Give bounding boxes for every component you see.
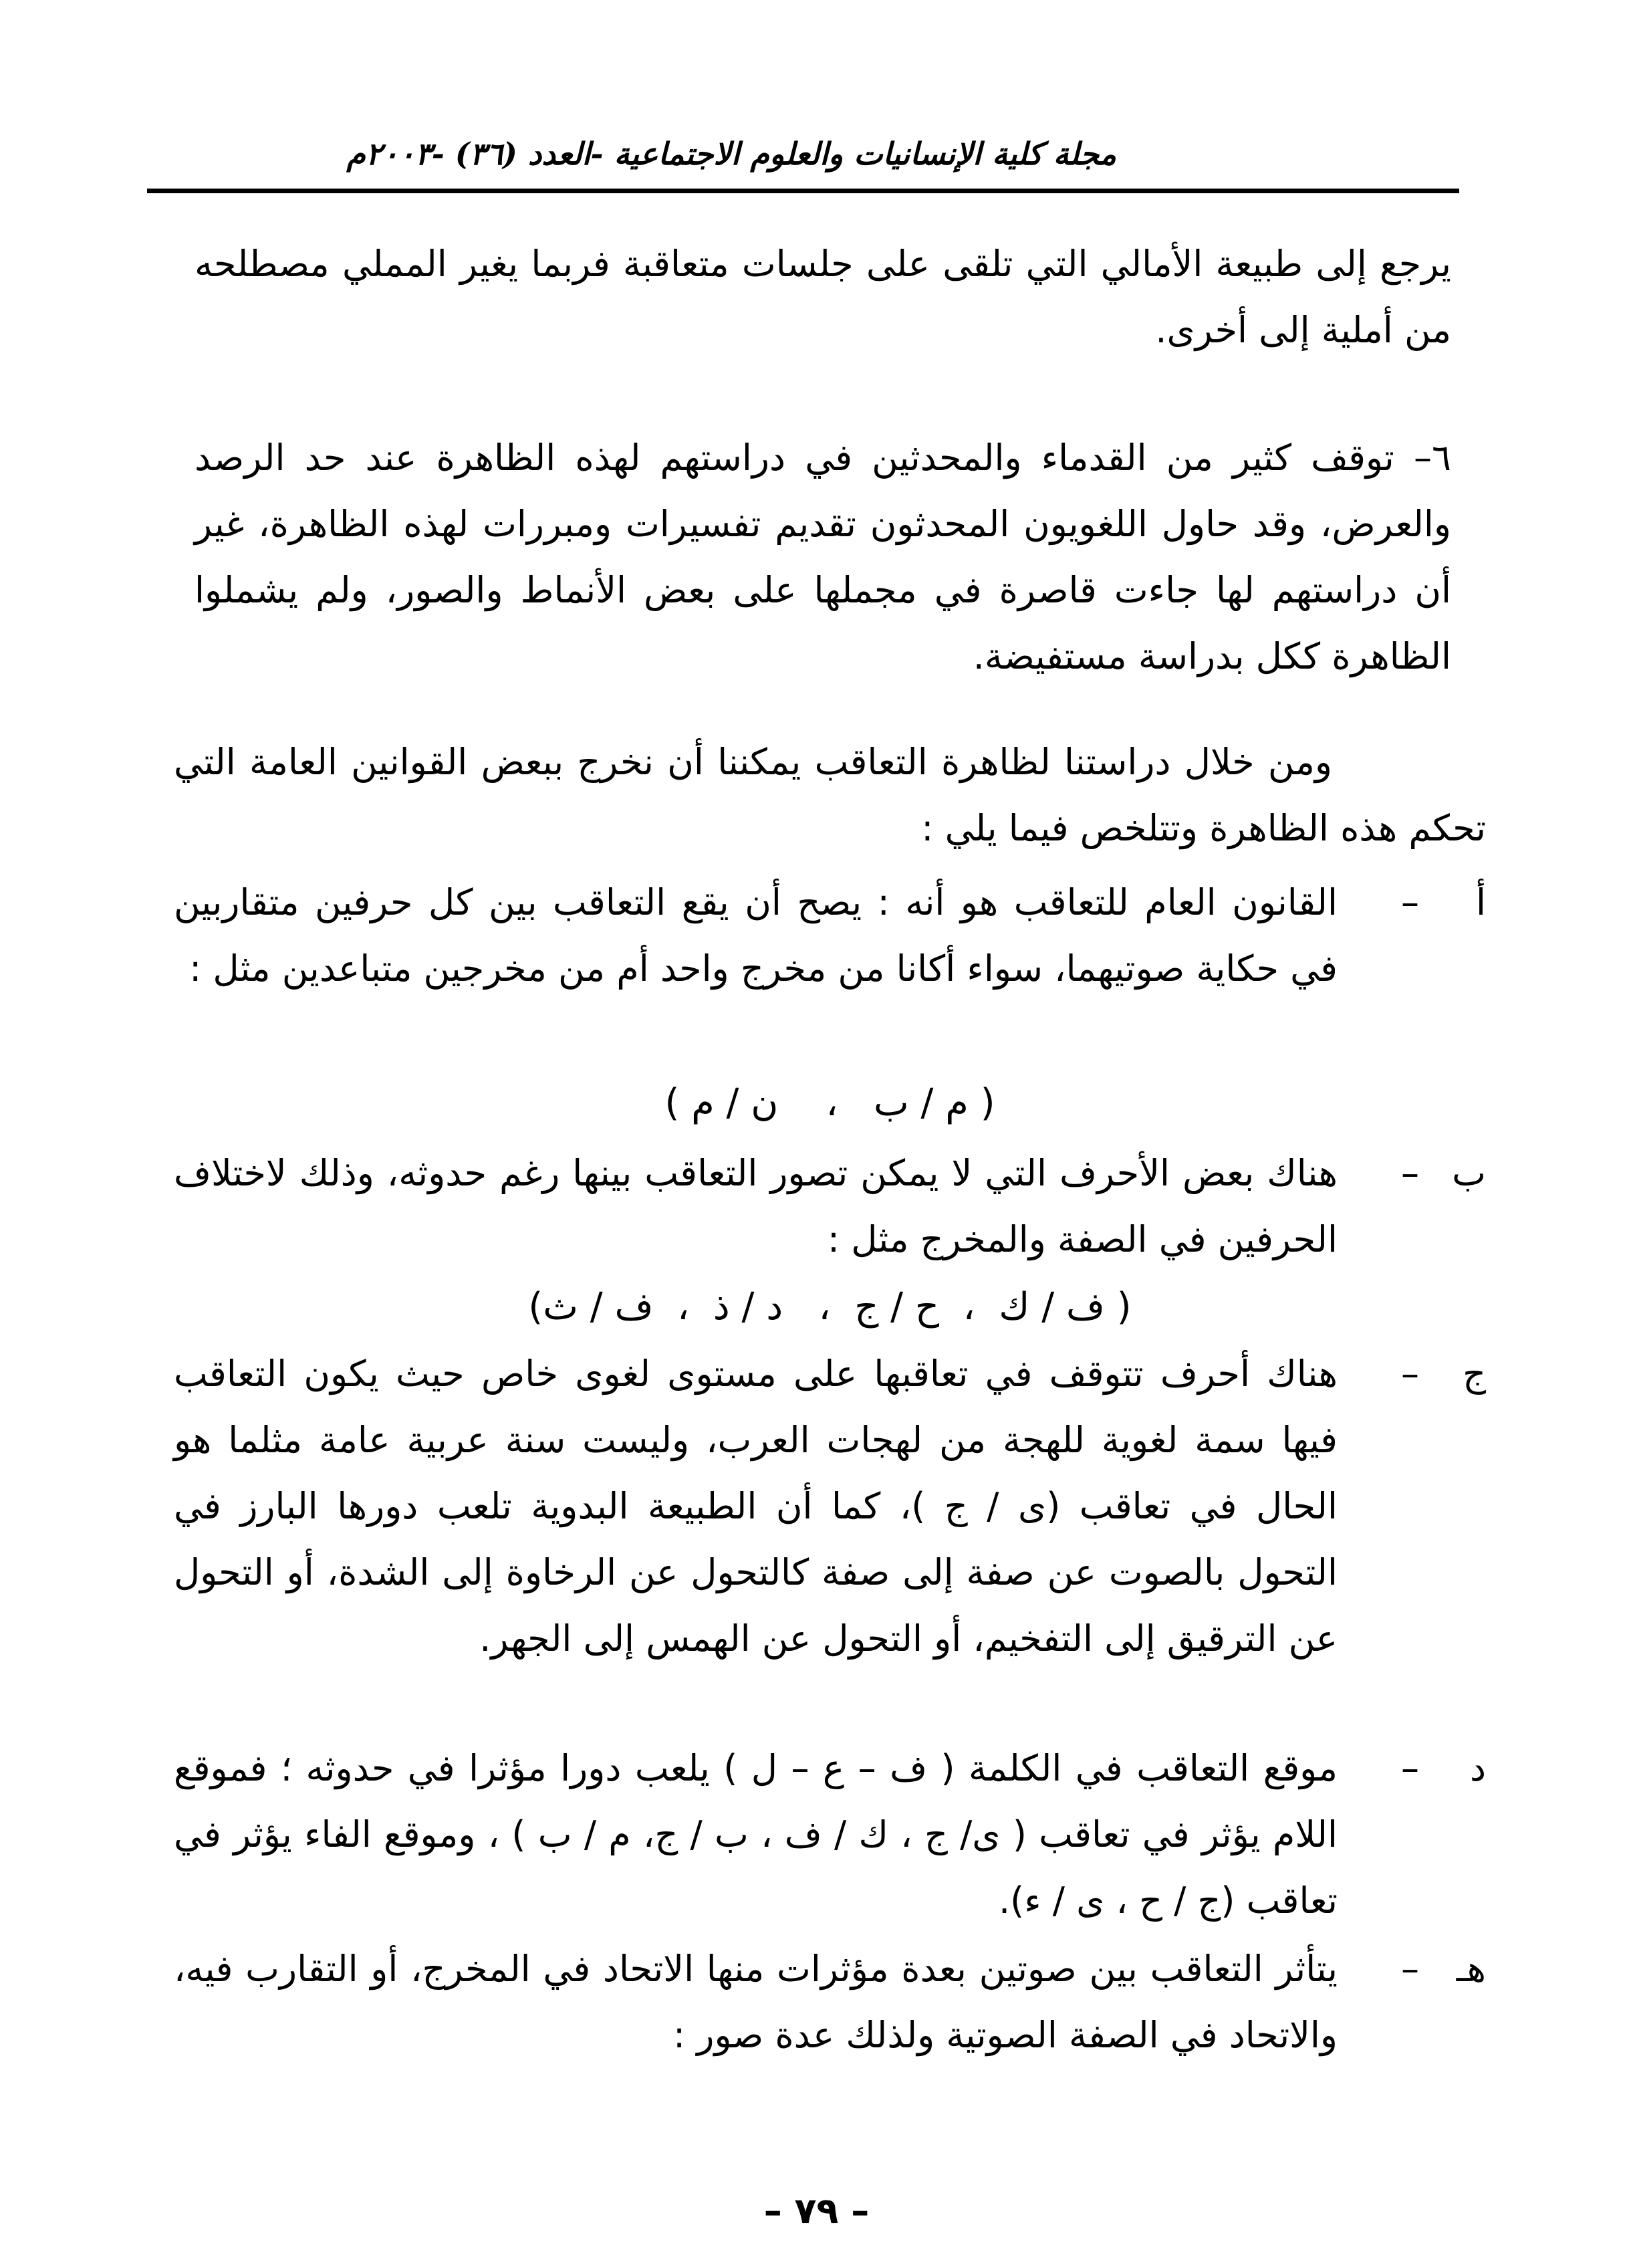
intro-laws-text: ومن خلال دراستنا لظاهرة التعاقب يمكننا أن نخرج ببعض القوانين العامة التي تحكم هذه الظاهرة وتتلخص فيما يلي :: [174, 741, 1486, 849]
item-text: القانون العام للتعاقب هو أنه : يصح أن يقع التعاقب بين كل حرفين متقاربين في حكاية صوتيهما، سواء أكانا من مخرج واحد أم من مخرجين متباعدين مثل :: [174, 881, 1338, 990]
item-dash: –: [1401, 1152, 1419, 1194]
item-letter: ج: [1463, 1353, 1486, 1395]
point-6-text: توقف كثير من القدماء والمحدثين في دراستهم لهذه الظاهرة عند حد الرصد والعرض، وقد حاول اللغويون المحدثون تقديم تفسيرات ومبررات لهذه الظاهرة، غير أن دراستهم لها جاءت قاصرة في مجملها على بعض الأنماط والصور، ولم يشملوا الظاهرة ككل بدراسة مستفيضة.: [195, 437, 1451, 677]
item-letter: هـ: [1456, 1948, 1486, 1990]
paragraph-intro-laws: [174, 729, 1486, 861]
paragraph-point-6: [195, 425, 1451, 689]
item-dash: –: [1401, 1948, 1419, 1990]
header-divider: [147, 189, 1459, 193]
page-number: – ٧٩ –: [763, 2190, 870, 2232]
item-dash: –: [1401, 1747, 1419, 1789]
point-number: ٦–: [1413, 437, 1451, 479]
item-letter: ب: [1452, 1152, 1486, 1194]
item-letter: أ: [1475, 881, 1486, 923]
item-dash: –: [1401, 881, 1419, 923]
item-text: موقع التعاقب في الكلمة ( ف – ع – ل ) يلعب دورا مؤثرا في حدوثه ؛ فموقع اللام يؤثر في تعاقب ( ى/ ج ، ك / ف ، ب / ج، م / ب ) ، وموقع الفاء يؤثر في تعاقب (ج / ح ، ى / ء).: [174, 1747, 1338, 1922]
item-dash: –: [1401, 1353, 1419, 1395]
item-letter: د: [1469, 1747, 1486, 1789]
example-b: ( ف / ك ، ح / ج ، د / ذ ، ف / ث): [528, 1285, 1132, 1329]
paragraph-continuation: يرجع إلى طبيعة الأمالي التي تلقى على جلسات متعاقبة فربما يغير المملي مصطلحه من أملية إلى أخرى.: [195, 243, 1451, 351]
running-header: مجلة كلية الإنسانيات والعلوم الاجتماعية -العدد (٣٦) -٢٠٠٣م: [346, 136, 1116, 172]
item-text: يتأثر التعاقب بين صوتين بعدة مؤثرات منها الاتحاد في المخرج، أو التقارب فيه، والاتحاد في الصفة الصوتية ولذلك عدة صور :: [174, 1948, 1338, 2056]
item-text: هناك أحرف تتوقف في تعاقبها على مستوى لغوى خاص حيث يكون التعاقب فيها سمة لغوية للهجة من لهجات العرب، وليست سنة عربية عامة مثلما هو الحال في تعاقب (ى / ج )، كما أن الطبيعة البدوية تلعب دورها البارز في التحول بالصوت عن صفة إلى صفة كالتحول عن الرخاوة إلى الشدة، أو التحول عن الترقيق إلى التفخيم، أو التحول عن الهمس إلى الجهر.: [174, 1353, 1338, 1660]
item-text: هناك بعض الأحرف التي لا يمكن تصور التعاقب بينها رغم حدوثه، وذلك لاختلاف الحرفين في الصفة والمخرج مثل :: [174, 1152, 1338, 1260]
example-a: ( م / ب ، ن / م ): [664, 1081, 995, 1125]
